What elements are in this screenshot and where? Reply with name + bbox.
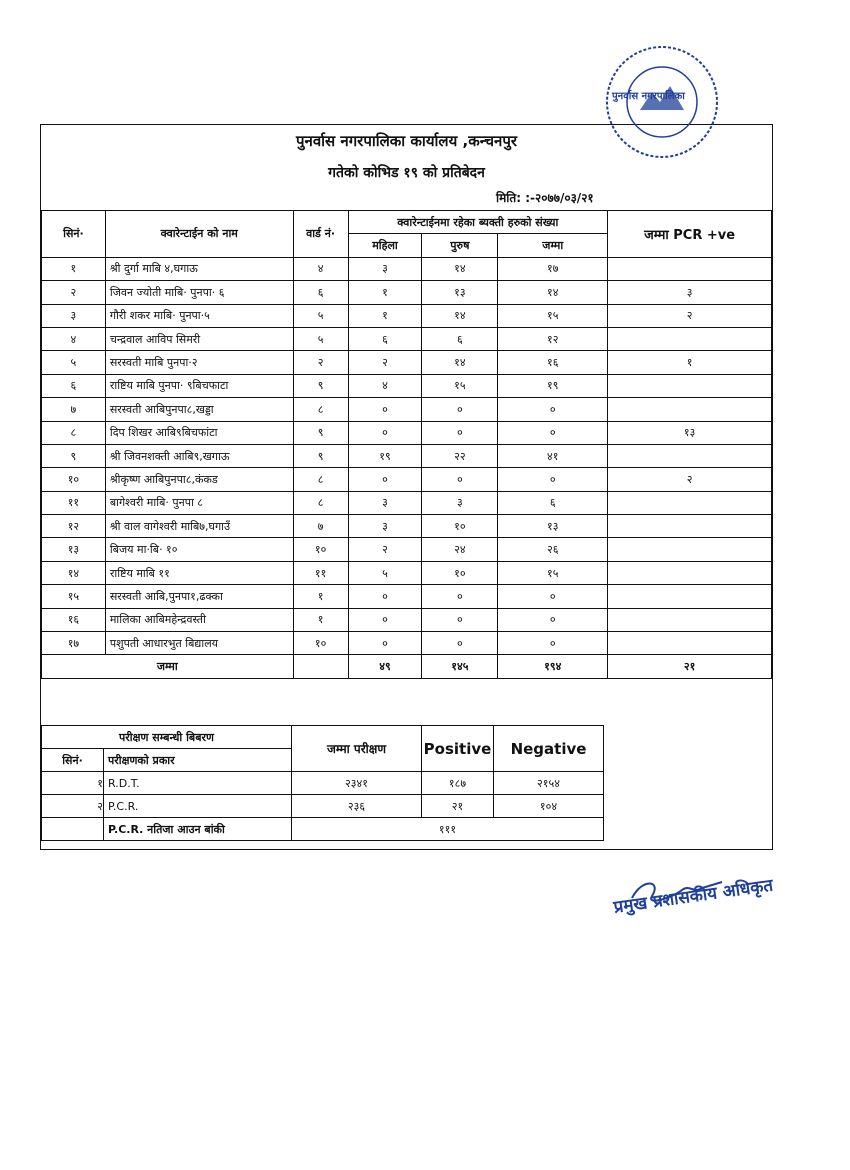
report-frame (40, 124, 773, 850)
test-section-title: परीक्षण सम्बन्धी बिबरण (42, 726, 292, 749)
cell-pcr: २ (608, 304, 772, 327)
cell-male: १४ (422, 257, 498, 280)
table-row (42, 304, 772, 327)
cell-name: बागेश्वरी माबि· पुनपा ८ (105, 491, 293, 514)
test-table (41, 725, 604, 841)
cell-name: पशुपती आधारभुत बिद्यालय (105, 632, 293, 655)
cell-male: १३ (422, 281, 498, 304)
cell-name: चन्द्रवाल आविप सिमरी (105, 327, 293, 350)
cell-female: १९ (348, 444, 422, 467)
cell-ward: १० (293, 632, 348, 655)
quarantine-table (41, 210, 772, 679)
cell-male: १० (422, 561, 498, 584)
table-row (42, 468, 772, 491)
cell-male: ० (422, 585, 498, 608)
cell-female: ६ (348, 327, 422, 350)
cell-pcr (608, 257, 772, 280)
cell-male: ० (422, 468, 498, 491)
cell-pcr (608, 327, 772, 350)
table-row (42, 772, 604, 795)
cell-female: ० (348, 421, 422, 444)
table-row (42, 538, 772, 561)
cell-name: जिवन ज्योती माबि· पुनपा· ६ (105, 281, 293, 304)
cell-pcr: २ (608, 468, 772, 491)
cell-total: १६ (498, 351, 608, 374)
cell-pcr (608, 561, 772, 584)
pending-value: १११ (292, 818, 604, 841)
col-header-sn: सिनं· (42, 211, 106, 258)
table-row (42, 327, 772, 350)
cell-name: मालिका आबिमहेन्द्रवस्ती (105, 608, 293, 631)
cell-male: ० (422, 398, 498, 421)
totals-male: १४५ (422, 655, 498, 678)
pending-type: P.C.R. नतिजा आउन बांकी (104, 818, 292, 841)
table-row (42, 374, 772, 397)
cell-pcr (608, 608, 772, 631)
cell-name: राष्टिय माबि ११ (105, 561, 293, 584)
cell-ward: ८ (293, 468, 348, 491)
cell-pcr (608, 398, 772, 421)
cell-total: १४ (498, 281, 608, 304)
cell-total: ६ (498, 491, 608, 514)
table-row (42, 351, 772, 374)
cell-total: १७ (498, 257, 608, 280)
pending-sn (42, 818, 104, 841)
totals-pcr: २१ (608, 655, 772, 678)
cell-name: राष्टिय माबि पुनपा· ९बिचफाटा (105, 374, 293, 397)
test-col-negative: Negative (494, 726, 604, 772)
cell-male: १० (422, 515, 498, 538)
cell-male: १५ (422, 374, 498, 397)
signature-title: प्रमुख प्रशासकीय अधिकृत (612, 875, 775, 918)
cell-sn: ६ (42, 374, 106, 397)
cell-female: १ (348, 281, 422, 304)
col-header-male: पुरुष (422, 234, 498, 257)
table-row (42, 585, 772, 608)
cell-total: १९ (498, 374, 608, 397)
cell-female: २ (348, 351, 422, 374)
cell-sn: ४ (42, 327, 106, 350)
cell-sn: १ (42, 772, 104, 795)
col-header-name: क्वारेन्टाईन को नाम (105, 211, 293, 258)
cell-male: ० (422, 632, 498, 655)
cell-ward: १ (293, 608, 348, 631)
cell-female: २ (348, 538, 422, 561)
cell-total: १५ (498, 304, 608, 327)
cell-total: ० (498, 608, 608, 631)
cell-pcr (608, 538, 772, 561)
cell-female: ० (348, 632, 422, 655)
totals-ward (293, 655, 348, 678)
cell-total: ० (498, 421, 608, 444)
cell-ward: १० (293, 538, 348, 561)
table-row (42, 398, 772, 421)
cell-name: श्रीकृष्ण आबिपुनपा८,कंकड (105, 468, 293, 491)
office-name: पुनर्वास नगरपालिका कार्यालय ,कन्चनपुर (295, 132, 517, 150)
table-row (42, 491, 772, 514)
cell-sn: ९ (42, 444, 106, 467)
cell-sn: ११ (42, 491, 106, 514)
cell-female: ५ (348, 561, 422, 584)
table-row (42, 561, 772, 584)
cell-male: १४ (422, 351, 498, 374)
cell-ward: १ (293, 585, 348, 608)
table-row (42, 608, 772, 631)
cell-sn: १२ (42, 515, 106, 538)
cell-sn: १७ (42, 632, 106, 655)
cell-female: ४ (348, 374, 422, 397)
cell-female: ० (348, 398, 422, 421)
cell-ward: ८ (293, 398, 348, 421)
cell-ward: ११ (293, 561, 348, 584)
cell-female: ३ (348, 257, 422, 280)
cell-sn: ५ (42, 351, 106, 374)
cell-ward: ६ (293, 281, 348, 304)
cell-negative: २१५४ (494, 772, 604, 795)
cell-male: २४ (422, 538, 498, 561)
col-header-female: महिला (348, 234, 422, 257)
cell-name: दिप शिखर आबि९बिचफांटा (105, 421, 293, 444)
cell-total: ० (498, 468, 608, 491)
cell-pcr: १३ (608, 421, 772, 444)
cell-total: ० (498, 398, 608, 421)
cell-pcr (608, 515, 772, 538)
cell-pcr (608, 632, 772, 655)
cell-pcr (608, 374, 772, 397)
totals-total: १९४ (498, 655, 608, 678)
cell-sn: १५ (42, 585, 106, 608)
cell-pcr: १ (608, 351, 772, 374)
cell-name: श्री दुर्गा माबि ४,घगाऊ (105, 257, 293, 280)
col-header-pcr: जम्मा PCR +ve (608, 211, 772, 258)
table-row (42, 632, 772, 655)
test-col-total: जम्मा परीक्षण (292, 726, 422, 772)
table-row (42, 444, 772, 467)
cell-male: २२ (422, 444, 498, 467)
cell-male: ० (422, 608, 498, 631)
cell-pcr: ३ (608, 281, 772, 304)
cell-name: बिजय मा·बि· १० (105, 538, 293, 561)
table-row (42, 795, 604, 818)
table-row (42, 257, 772, 280)
report-title: गतेको कोभिड १९ को प्रतिबेदन (328, 165, 485, 181)
table-row (42, 421, 772, 444)
cell-pcr (608, 585, 772, 608)
cell-male: ३ (422, 491, 498, 514)
cell-ward: ४ (293, 257, 348, 280)
cell-negative: १०४ (494, 795, 604, 818)
cell-name: सरस्वती आबि,पुनपा१,ढक्का (105, 585, 293, 608)
cell-ward: ९ (293, 421, 348, 444)
table-row (42, 515, 772, 538)
cell-total: १३ (498, 515, 608, 538)
cell-name: श्री वाल वागेश्वरी माबि७,घगाउँ (105, 515, 293, 538)
cell-sn: १ (42, 257, 106, 280)
cell-ward: ७ (293, 515, 348, 538)
cell-ward: ९ (293, 444, 348, 467)
cell-type: R.D.T. (104, 772, 292, 795)
cell-total: २३४१ (292, 772, 422, 795)
cell-total: २३६ (292, 795, 422, 818)
test-col-sn: सिनं· (42, 749, 104, 772)
cell-type: P.C.R. (104, 795, 292, 818)
cell-ward: ५ (293, 327, 348, 350)
cell-sn: १३ (42, 538, 106, 561)
col-header-total: जम्मा (498, 234, 608, 257)
cell-female: ० (348, 585, 422, 608)
cell-female: ० (348, 608, 422, 631)
cell-pcr (608, 491, 772, 514)
cell-total: ० (498, 632, 608, 655)
test-col-positive: Positive (422, 726, 494, 772)
cell-male: ६ (422, 327, 498, 350)
cell-sn: १० (42, 468, 106, 491)
cell-total: ० (498, 585, 608, 608)
cell-sn: ८ (42, 421, 106, 444)
cell-male: ० (422, 421, 498, 444)
cell-sn: ३ (42, 304, 106, 327)
cell-ward: ९ (293, 374, 348, 397)
cell-total: २६ (498, 538, 608, 561)
cell-male: १४ (422, 304, 498, 327)
cell-sn: ७ (42, 398, 106, 421)
cell-name: श्री जिवनशक्ती आबि९,खगाऊ (105, 444, 293, 467)
cell-female: १ (348, 304, 422, 327)
cell-positive: २१ (422, 795, 494, 818)
test-col-type: परीक्षणको प्रकार (104, 749, 292, 772)
cell-sn: १४ (42, 561, 106, 584)
cell-name: सरस्वती माबि पुनपा·२ (105, 351, 293, 374)
cell-sn: २ (42, 795, 104, 818)
totals-female: ४९ (348, 655, 422, 678)
cell-female: ३ (348, 515, 422, 538)
cell-ward: ५ (293, 304, 348, 327)
cell-positive: १८७ (422, 772, 494, 795)
totals-label: जम्मा (42, 655, 294, 678)
cell-female: ० (348, 468, 422, 491)
cell-name: गौरी शकर माबि· पुनपा·५ (105, 304, 293, 327)
col-header-group: क्वारेन्टाईनमा रहेका ब्यक्ती हरुको संख्या (348, 211, 608, 234)
cell-sn: २ (42, 281, 106, 304)
cell-total: ४१ (498, 444, 608, 467)
cell-female: ३ (348, 491, 422, 514)
table-row (42, 281, 772, 304)
cell-pcr (608, 444, 772, 467)
cell-total: १५ (498, 561, 608, 584)
col-header-ward: वार्ड नं· (293, 211, 348, 258)
cell-name: सरस्वती आबिपुनपा८,खड्डा (105, 398, 293, 421)
cell-sn: १६ (42, 608, 106, 631)
cell-ward: ८ (293, 491, 348, 514)
cell-ward: २ (293, 351, 348, 374)
cell-total: १२ (498, 327, 608, 350)
seal-text: पुनर्वास नगरपालिका (612, 91, 685, 102)
office-seal-icon (600, 40, 725, 165)
report-date: मिति: :-२०७७/०३/२१ (496, 191, 594, 205)
